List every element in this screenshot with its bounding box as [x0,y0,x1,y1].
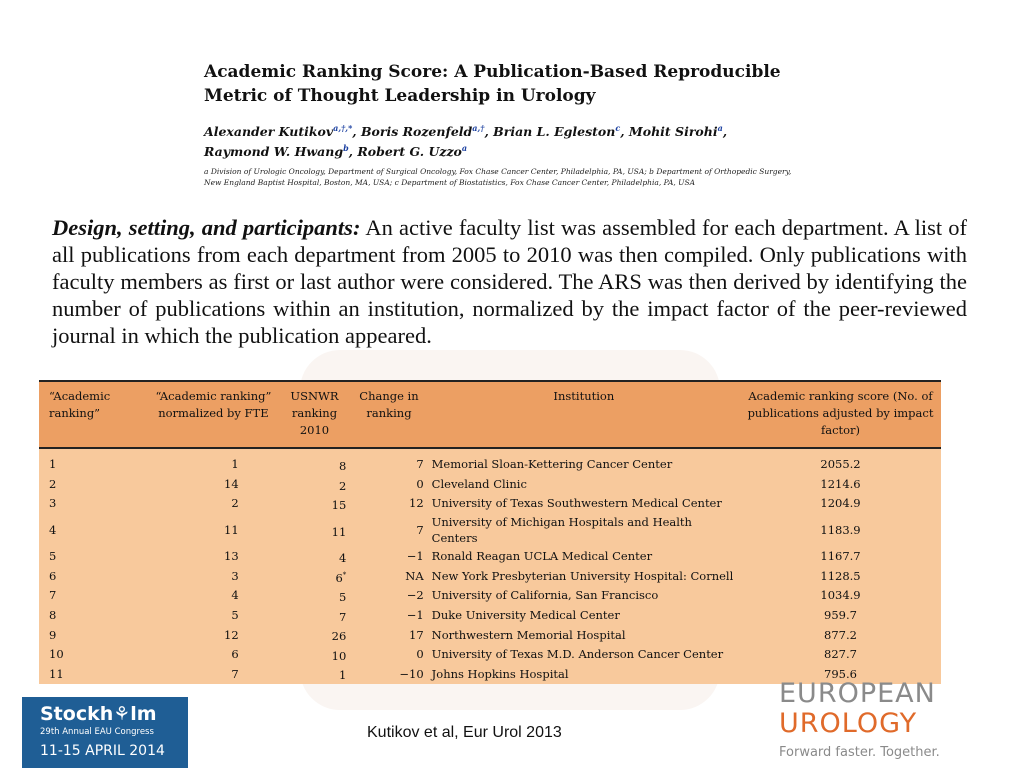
cell-change-in-ranking-value: −1 [406,608,424,622]
abstract-lead: Design, setting, and participants: [52,215,361,240]
table-row [39,645,941,665]
ranking-table [39,380,941,684]
cell-institution [428,448,740,475]
cell-academic-ranking [39,606,148,626]
table-row [39,475,941,495]
cell-academic-ranking-score-value: 959.7 [824,608,857,622]
cell-usnwr-ranking-value: 10 [331,648,347,663]
cell-normalized-ranking [148,448,279,475]
cell-academic-ranking-score [740,625,941,645]
cell-academic-ranking-value: 4 [49,522,57,537]
eu-logo-line-2: UROLOGY [779,708,918,739]
cell-usnwr-ranking [279,448,351,475]
author-affiliation-mark: c [615,123,621,133]
cell-normalized-ranking-value: 3 [231,568,239,583]
author-affiliation-mark: a,† [472,123,485,133]
cell-academic-ranking-score-value: 1183.9 [820,522,861,537]
header-usnwr-ranking: USNWR ranking 2010 [279,381,351,448]
cell-academic-ranking [39,567,148,587]
cell-academic-ranking-score [740,567,941,587]
cell-normalized-ranking [148,494,279,514]
european-urology-logo [779,679,979,760]
cell-academic-ranking-value: 11 [49,666,64,681]
cell-institution [428,606,740,626]
author-name: Alexander Kutikov [204,124,334,140]
cell-institution [428,494,740,514]
author-name: Brian L. Egleston [493,124,616,140]
cell-institution [428,475,740,495]
cell-academic-ranking-value: 9 [49,627,57,642]
cell-usnwr-ranking [279,645,351,665]
cell-change-in-ranking [350,645,427,665]
cell-normalized-ranking-value: 4 [231,588,239,603]
cell-academic-ranking-score-value: 877.2 [824,627,857,642]
paper-header [204,60,844,188]
cell-change-in-ranking [350,567,427,587]
cell-change-in-ranking-value: −2 [406,588,424,603]
cell-usnwr-ranking-value: 2 [338,478,347,493]
author-separator: , [352,124,361,140]
cell-academic-ranking [39,475,148,495]
cell-normalized-ranking [148,567,279,587]
cell-change-in-ranking [350,586,427,606]
cell-normalized-ranking [148,645,279,665]
abstract-excerpt [52,214,967,349]
author-name: Boris Rozenfeld [360,124,473,140]
paper-title-line-2: Metric of Thought Leadership in Urology [204,86,596,106]
cell-academic-ranking-score-value: 1214.6 [820,476,861,491]
header-normalized-ranking: “Academic ranking” normalized by FTE [148,381,279,448]
table-row [39,567,941,587]
cell-institution-value: University of Michigan Hospitals and Health Centers [431,514,692,546]
cell-academic-ranking-score [740,494,941,514]
table-row [39,448,941,475]
author-name: Robert G. Uzzo [357,144,462,160]
table-header-row [39,381,941,448]
author-affiliation-mark: a [461,143,468,154]
header-institution: Institution [428,381,740,448]
cell-academic-ranking-score [740,586,941,606]
cell-institution [428,514,740,547]
table-body [39,448,941,684]
cell-academic-ranking-score [740,547,941,567]
cell-change-in-ranking [350,664,427,684]
cell-normalized-ranking-value: 7 [231,666,239,681]
cell-change-in-ranking [350,475,427,495]
cell-change-in-ranking-value: −10 [399,666,424,681]
citation: Kutikov et al, Eur Urol 2013 [367,724,562,741]
cell-normalized-ranking-value: 14 [224,476,239,491]
cell-normalized-ranking-value: 13 [224,549,239,564]
cell-academic-ranking [39,586,148,606]
cell-usnwr-ranking [279,475,351,495]
header-academic-ranking-score: Academic ranking score (No. of publications adjusted by impact factor) [740,381,941,448]
cell-usnwr-ranking [279,664,351,684]
cell-academic-ranking-score-value: 1034.9 [820,588,861,603]
cell-academic-ranking [39,494,148,514]
cell-usnwr-ranking [279,625,351,645]
cell-academic-ranking-score-value: 1128.5 [820,568,861,583]
author-list-line-1 [204,120,844,140]
cell-academic-ranking-score-value: 827.7 [824,647,857,662]
cell-usnwr-ranking [279,606,351,626]
cell-institution-value: University of Texas M.D. Anderson Cancer Center [431,647,724,662]
cell-academic-ranking-value: 6 [49,568,57,583]
cell-usnwr-ranking-value: 26 [331,628,347,643]
cell-normalized-ranking-value: 2 [231,496,239,511]
cell-change-in-ranking-value: 0 [416,647,424,662]
cell-institution [428,625,740,645]
author-affiliation-mark: b [343,143,349,154]
cell-academic-ranking-score [740,448,941,475]
cell-change-in-ranking [350,514,427,547]
stockholm-congress-name: 29th Annual EAU Congress [40,727,154,737]
cell-change-in-ranking-value: NA [405,568,424,583]
cell-normalized-ranking [148,475,279,495]
cell-change-in-ranking-value: 17 [409,627,424,642]
cell-institution [428,586,740,606]
cell-change-in-ranking-value: 7 [416,522,424,537]
stockholm-congress-logo [22,697,188,768]
cell-change-in-ranking [350,625,427,645]
cell-normalized-ranking [148,514,279,547]
author-separator: , [722,124,728,140]
cell-change-in-ranking [350,547,427,567]
author-affiliation-mark: a,†,* [333,123,353,133]
cell-change-in-ranking-value: 12 [409,496,424,511]
cell-academic-ranking-score-value: 1167.7 [820,549,861,564]
cell-normalized-ranking-value: 6 [231,647,239,662]
paper-title-line-1: Academic Ranking Score: A Publication-Based Reproducible [204,62,781,82]
cell-usnwr-ranking [279,514,351,547]
cell-usnwr-ranking-value: 7 [338,609,347,624]
cell-academic-ranking-value: 8 [49,608,57,622]
author-separator: , [484,124,494,140]
table-row [39,606,941,626]
cell-change-in-ranking-value: 7 [416,457,424,472]
cell-academic-ranking-score [740,645,941,665]
cell-usnwr-ranking [279,586,351,606]
author-list [204,120,844,160]
footnote-mark: * [342,570,347,579]
cell-usnwr-ranking [279,547,351,567]
cell-usnwr-ranking-value: 5 [338,589,347,604]
cell-normalized-ranking [148,547,279,567]
cell-institution [428,664,740,684]
cell-academic-ranking [39,514,148,547]
cell-usnwr-ranking-value: 15 [331,497,347,512]
author-name: Raymond W. Hwang [204,144,344,160]
author-list-line-2 [204,140,844,160]
cell-academic-ranking [39,448,148,475]
cell-institution-value: New York Presbyterian University Hospital: Cornell [431,568,734,583]
author-separator: , [620,124,629,140]
affiliation-line-2: New England Baptist Hospital, Boston, MA, USA; c Department of Biostatistics, Fox Chase Cancer Center, Philadelphia, PA, USA [204,178,696,188]
paper-title [204,60,844,108]
cell-normalized-ranking [148,606,279,626]
affiliation-line-1: a Division of Urologic Oncology, Department of Surgical Oncology, Fox Chase Cancer Center, Philadelphia, PA, USA; b Department of Orthopedic Surgery, [204,167,792,177]
cell-academic-ranking [39,645,148,665]
author-separator: , [348,144,358,160]
cell-usnwr-ranking [279,567,351,587]
header-academic-ranking: “Academic ranking” [39,381,148,448]
eu-logo-line-1: EUROPEAN [779,678,936,709]
cell-usnwr-ranking-value: 11 [331,524,347,539]
cell-institution [428,645,740,665]
cell-usnwr-ranking-value: 1 [338,668,347,683]
author-name: Mohit Sirohi [628,124,718,140]
cell-academic-ranking [39,664,148,684]
cell-academic-ranking-score [740,514,941,547]
cell-change-in-ranking-value: −1 [406,549,424,564]
cell-academic-ranking [39,547,148,567]
cell-academic-ranking-value: 1 [49,457,57,472]
cell-usnwr-ranking-value: 8 [338,458,347,473]
eu-logo-tagline: Forward faster. Together. [779,745,940,760]
cell-institution-value: Johns Hopkins Hospital [431,666,569,681]
cell-academic-ranking-score-value: 795.6 [824,666,857,681]
author-affiliation-mark: a [717,123,723,133]
cell-institution-value: Duke University Medical Center [431,608,620,622]
cell-change-in-ranking [350,448,427,475]
cell-usnwr-ranking-value: 6 [335,570,343,585]
cell-institution-value: Memorial Sloan-Kettering Cancer Center [431,457,673,472]
cell-usnwr-ranking-value: 4 [338,550,347,565]
cell-change-in-ranking [350,494,427,514]
table-row [39,547,941,567]
cell-normalized-ranking-value: 12 [224,627,239,642]
cell-usnwr-ranking [279,494,351,514]
cell-academic-ranking-value: 10 [49,647,64,662]
cell-academic-ranking-score [740,606,941,626]
table-row [39,514,941,547]
cell-academic-ranking-value: 2 [49,476,57,491]
cell-institution-value: University of California, San Francisco [431,588,659,603]
cell-change-in-ranking [350,606,427,626]
cell-academic-ranking-value: 7 [49,588,57,603]
cell-normalized-ranking [148,664,279,684]
cell-institution [428,567,740,587]
table-row [39,494,941,514]
cell-academic-ranking [39,625,148,645]
stockholm-brand: Stockh⚘lm [40,703,157,725]
cell-normalized-ranking-value: 11 [224,522,239,537]
cell-normalized-ranking [148,586,279,606]
cell-institution-value: Ronald Reagan UCLA Medical Center [431,549,653,564]
cell-academic-ranking-score [740,475,941,495]
ranking-table-container [39,380,941,683]
cell-institution-value: Northwestern Memorial Hospital [431,627,626,642]
header-change-in-ranking: Change in ranking [350,381,427,448]
cell-academic-ranking-value: 3 [49,496,57,511]
cell-academic-ranking-score-value: 1204.9 [820,496,861,511]
table-row [39,586,941,606]
cell-institution-value: University of Texas Southwestern Medical Center [431,496,722,511]
cell-academic-ranking-score-value: 2055.2 [820,457,861,472]
cell-academic-ranking-value: 5 [49,549,57,564]
affiliations [204,166,844,188]
cell-normalized-ranking-value: 1 [231,457,239,472]
abstract-text: An active faculty list was assembled for each department. A list of all publications from each department from 2005 to 2010 was then compiled. Only publications with faculty members as first or last author were considered. The ARS was then derived by identifying the number of publications within an institution, normalized by the impact factor of the peer-reviewed journal in which the publication appeared. [52,215,967,348]
table-row [39,625,941,645]
cell-normalized-ranking [148,625,279,645]
stockholm-dates: 11-15 APRIL 2014 [40,743,165,759]
cell-normalized-ranking-value: 5 [231,608,239,622]
cell-change-in-ranking-value: 0 [416,476,424,491]
cell-institution [428,547,740,567]
cell-institution-value: Cleveland Clinic [431,476,527,491]
